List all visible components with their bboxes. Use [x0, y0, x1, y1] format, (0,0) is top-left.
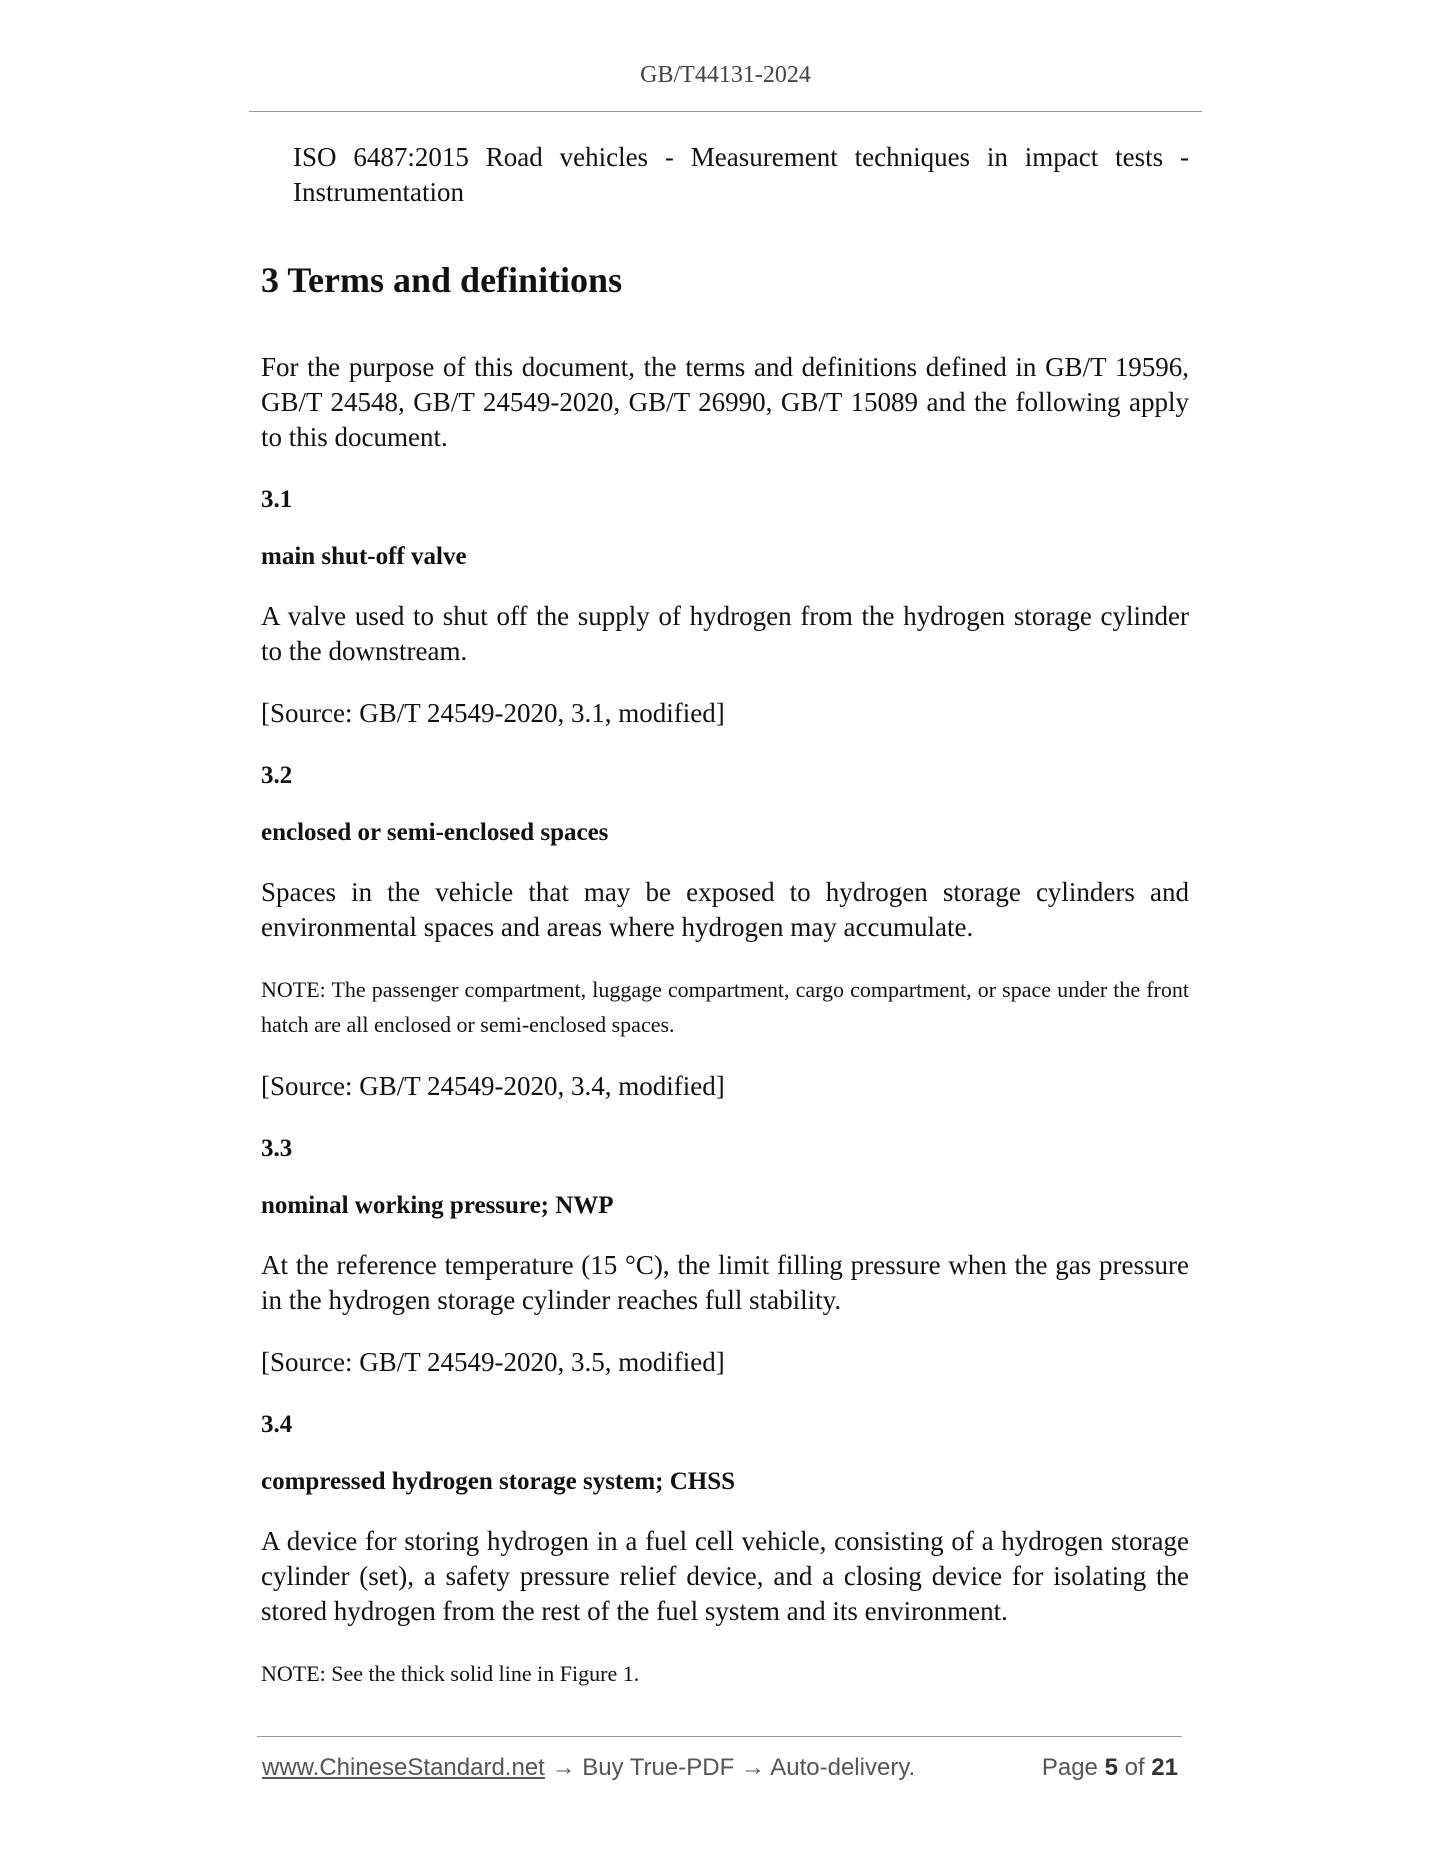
term-note: NOTE: The passenger compartment, luggage compartment, cargo compartment, or space under the front hatch are all enclosed or semi-enclosed spaces. — [261, 977, 1189, 1037]
section-intro: For the purpose of this document, the terms and definitions defined in GB/T 19596, GB/T 24548, GB/T 24549-2020, GB/T 26990, GB/T 15089 and the following apply to this document. — [261, 352, 1189, 452]
term-source: [Source: GB/T 24549-2020, 3.4, modified] — [261, 1071, 725, 1101]
page-label: Page — [1041, 1754, 1098, 1781]
normative-reference: ISO 6487:2015 Road vehicles - Measurement techniques in impact tests - Instrumentation — [293, 142, 1189, 207]
term-definition: A device for storing hydrogen in a fuel cell vehicle, consisting of a hydrogen storage cylinder (set), a safety pressure relief device, and a closing device for isolating the stored hydrogen from the rest of the fuel system and its environment. — [261, 1526, 1189, 1626]
footer-rule — [257, 1736, 1182, 1737]
term-name: compressed hydrogen storage system; CHSS — [261, 1468, 736, 1495]
term-definition: At the reference temperature (15 °C), the limit filling pressure when the gas pressure in the hydrogen storage cylinder reaches full stability. — [261, 1250, 1189, 1315]
of-label: of — [1124, 1754, 1145, 1781]
term-source: [Source: GB/T 24549-2020, 3.1, modified] — [261, 698, 725, 728]
term-name: enclosed or semi-enclosed spaces — [261, 819, 609, 846]
page-total: 21 — [1151, 1754, 1178, 1781]
term-source: [Source: GB/T 24549-2020, 3.5, modified] — [261, 1347, 725, 1377]
term-name: nominal working pressure; NWP — [261, 1192, 614, 1219]
page-body — [261, 140, 1189, 1691]
term-number: 3.1 — [261, 486, 293, 513]
header-doc-code: GB/T44131-2024 — [640, 62, 811, 88]
page-current: 5 — [1104, 1754, 1118, 1781]
site-link[interactable]: www.ChineseStandard.net — [262, 1754, 545, 1781]
term-number: 3.2 — [261, 762, 293, 789]
footer-left — [262, 1754, 915, 1782]
term-number: 3.4 — [261, 1411, 293, 1438]
term-note: NOTE: See the thick solid line in Figure 1. — [261, 1661, 640, 1686]
term-number: 3.3 — [261, 1135, 293, 1162]
section-title: 3 Terms and definitions — [261, 260, 623, 300]
buy-true-pdf-text: Buy True-PDF — [582, 1754, 735, 1781]
arrow-right-icon: → — [551, 1754, 576, 1781]
header-rule — [249, 111, 1202, 112]
term-definition: A valve used to shut off the supply of hydrogen from the hydrogen storage cylinder to the downstream. — [261, 601, 1189, 666]
arrow-right-icon: → — [740, 1754, 765, 1781]
page-indicator — [1042, 1754, 1178, 1782]
auto-delivery-text: Auto-delivery. — [770, 1754, 916, 1781]
term-name: main shut-off valve — [261, 543, 467, 570]
term-definition: Spaces in the vehicle that may be exposed to hydrogen storage cylinders and environmental spaces and areas where hydrogen may accumulate. — [261, 877, 1189, 942]
footer — [262, 1754, 1182, 1788]
